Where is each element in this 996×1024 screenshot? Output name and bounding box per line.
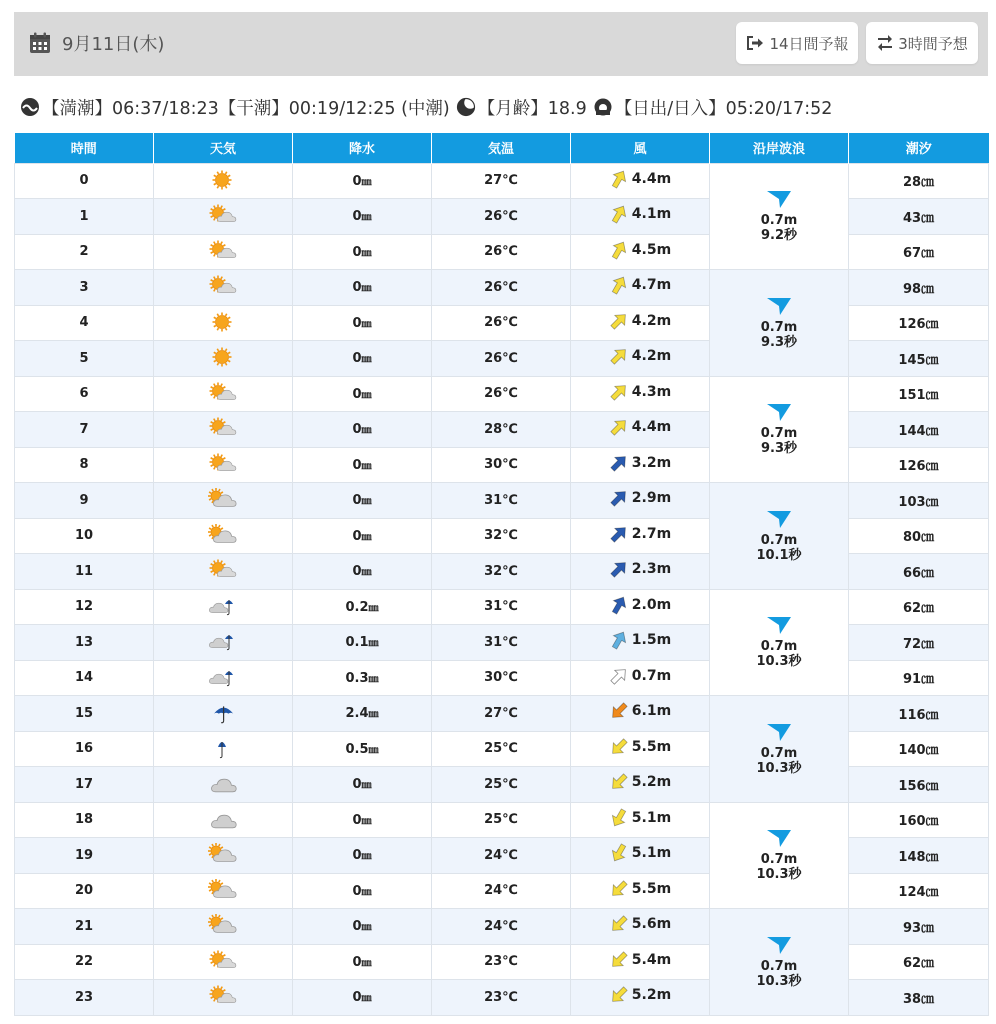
- weather-cell: [154, 163, 293, 199]
- high-tide-text: 【満潮】06:37/18:23: [42, 98, 219, 119]
- wind-cell: [571, 838, 710, 874]
- table-row: [15, 376, 989, 412]
- wind-direction-icon: [609, 346, 629, 366]
- wind-cell: [571, 625, 710, 661]
- wind-speed: 4.5m: [631, 241, 672, 258]
- wind-direction-icon: [609, 985, 629, 1005]
- hour-cell: 20: [15, 873, 154, 909]
- hour-cell: 2: [15, 234, 154, 270]
- hour-cell: 22: [15, 944, 154, 980]
- weather-cell: [154, 838, 293, 874]
- rain-cell: 0㎜: [293, 341, 432, 377]
- wind-direction-icon: [609, 701, 629, 721]
- wind-direction-icon: [609, 382, 629, 402]
- temp-cell: 30℃: [432, 660, 571, 696]
- rain-cell: 0㎜: [293, 838, 432, 874]
- wind-speed: 5.2m: [631, 774, 672, 791]
- hour-cell: 10: [15, 518, 154, 554]
- tide-cell: 116㎝: [849, 696, 989, 732]
- moon-age-text: 【月齢】18.9: [477, 98, 587, 119]
- hour-cell: 4: [15, 305, 154, 341]
- wave-height: 0.7m: [760, 852, 798, 868]
- column-header-wind: 風: [571, 133, 710, 163]
- weather-icon-sunny: [207, 311, 239, 335]
- rain-cell: 0㎜: [293, 944, 432, 980]
- date-header: [14, 12, 988, 76]
- calendar-icon: [28, 31, 52, 55]
- wave-height: 0.7m: [760, 532, 798, 548]
- sunrise-sunset-text: 【日出/日入】05:20/17:52: [614, 98, 833, 119]
- rain-cell: 0㎜: [293, 873, 432, 909]
- wind-direction-icon: [609, 950, 629, 970]
- column-header-tide: 潮汐: [849, 133, 989, 163]
- wind-direction-icon: [609, 630, 629, 650]
- tide-sun-info: [20, 94, 838, 120]
- 14-day-forecast-button[interactable]: [736, 22, 858, 64]
- temp-cell: 25℃: [432, 767, 571, 803]
- wind-speed: 2.9m: [631, 490, 672, 507]
- table-row: [15, 589, 989, 625]
- sunrise-icon: [593, 97, 613, 117]
- low-tide-text: 【干潮】00:19/12:25: [218, 98, 396, 119]
- hour-cell: 7: [15, 412, 154, 448]
- hour-cell: 0: [15, 163, 154, 199]
- weather-icon-cloudy-sunny: [207, 524, 239, 548]
- weather-cell: [154, 625, 293, 661]
- rain-cell: 0.2㎜: [293, 589, 432, 625]
- moon-icon: [456, 97, 476, 117]
- temp-cell: 23℃: [432, 980, 571, 1016]
- tide-cell: 103㎝: [849, 483, 989, 519]
- temp-cell: 27℃: [432, 163, 571, 199]
- tide-cell: 62㎝: [849, 589, 989, 625]
- hour-cell: 21: [15, 909, 154, 945]
- temp-cell: 32℃: [432, 518, 571, 554]
- weather-icon-cloudy: [207, 772, 239, 796]
- hour-cell: 5: [15, 341, 154, 377]
- wave-height: 0.7m: [760, 745, 798, 761]
- wind-direction-icon: [609, 914, 629, 934]
- wave-cell: [710, 802, 849, 909]
- weather-cell: [154, 731, 293, 767]
- wind-cell: [571, 447, 710, 483]
- table-body: [15, 163, 989, 1015]
- weather-cell: [154, 270, 293, 306]
- wind-speed: 3.2m: [631, 454, 672, 471]
- temp-cell: 31℃: [432, 625, 571, 661]
- rain-cell: 0㎜: [293, 554, 432, 590]
- hourly-forecast-table: [14, 133, 989, 1016]
- tide-cell: 62㎝: [849, 944, 989, 980]
- rain-cell: 0㎜: [293, 412, 432, 448]
- tide-cell: 28㎝: [849, 163, 989, 199]
- wind-speed: 4.4m: [631, 170, 672, 187]
- wind-cell: [571, 199, 710, 235]
- weather-cell: [154, 483, 293, 519]
- hour-cell: 3: [15, 270, 154, 306]
- wave-height: 0.7m: [760, 319, 798, 335]
- weather-cell: [154, 376, 293, 412]
- weather-cell: [154, 909, 293, 945]
- temp-cell: 28℃: [432, 412, 571, 448]
- wave-direction-icon: [766, 615, 792, 635]
- wave-direction-icon: [766, 509, 792, 529]
- wave-height: 0.7m: [760, 639, 798, 655]
- wind-cell: [571, 660, 710, 696]
- column-header-weather: 天気: [154, 133, 293, 163]
- temp-cell: 26℃: [432, 341, 571, 377]
- wave-cell: [710, 376, 849, 483]
- rain-cell: 0㎜: [293, 483, 432, 519]
- tide-type-text: (中潮): [401, 98, 450, 119]
- weather-icon-cloudy-rain: [207, 630, 239, 654]
- swap-icon: [876, 34, 894, 52]
- wind-cell: [571, 412, 710, 448]
- rain-cell: 0㎜: [293, 447, 432, 483]
- rain-cell: 0.5㎜: [293, 731, 432, 767]
- wind-speed: 1.5m: [631, 632, 672, 649]
- weather-cell: [154, 873, 293, 909]
- tide-cell: 156㎝: [849, 767, 989, 803]
- weather-cell: [154, 341, 293, 377]
- tide-cell: 91㎝: [849, 660, 989, 696]
- tide-cell: 67㎝: [849, 234, 989, 270]
- rain-cell: 0㎜: [293, 518, 432, 554]
- weather-icon-sunny-cloudy: [207, 985, 239, 1009]
- rain-cell: 0㎜: [293, 980, 432, 1016]
- weather-cell: [154, 518, 293, 554]
- tide-cell: 151㎝: [849, 376, 989, 412]
- tide-cell: 126㎝: [849, 447, 989, 483]
- weather-icon-sunny-cloudy: [207, 204, 239, 228]
- wave-period: 9.2秒: [760, 228, 798, 244]
- rain-cell: 0.1㎜: [293, 625, 432, 661]
- temp-cell: 26℃: [432, 305, 571, 341]
- temp-cell: 23℃: [432, 944, 571, 980]
- temp-cell: 24℃: [432, 873, 571, 909]
- temp-cell: 26℃: [432, 270, 571, 306]
- wind-direction-icon: [609, 595, 629, 615]
- hour-cell: 23: [15, 980, 154, 1016]
- weather-icon-sunny-cloudy: [207, 453, 239, 477]
- hour-cell: 9: [15, 483, 154, 519]
- wind-direction-icon: [609, 559, 629, 579]
- table-row: [15, 163, 989, 199]
- rain-cell: 0㎜: [293, 909, 432, 945]
- wave-period: 10.3秒: [756, 973, 802, 989]
- wind-speed: 4.2m: [631, 312, 672, 329]
- wind-speed: 2.7m: [631, 525, 672, 542]
- wind-cell: [571, 731, 710, 767]
- wind-speed: 5.6m: [631, 916, 672, 933]
- tide-cell: 160㎝: [849, 802, 989, 838]
- rain-cell: 0㎜: [293, 376, 432, 412]
- wind-speed: 4.1m: [631, 206, 672, 223]
- hour-cell: 11: [15, 554, 154, 590]
- column-header-time: 時間: [15, 133, 154, 163]
- temp-cell: 26℃: [432, 234, 571, 270]
- weather-cell: [154, 554, 293, 590]
- hour-cell: 18: [15, 802, 154, 838]
- wind-direction-icon: [609, 275, 629, 295]
- wind-cell: [571, 234, 710, 270]
- tide-cell: 148㎝: [849, 838, 989, 874]
- wind-direction-icon: [609, 666, 629, 686]
- wave-direction-icon: [766, 828, 792, 848]
- weather-cell: [154, 944, 293, 980]
- weather-cell: [154, 980, 293, 1016]
- tide-cell: 66㎝: [849, 554, 989, 590]
- temp-cell: 25℃: [432, 731, 571, 767]
- wind-cell: [571, 163, 710, 199]
- wind-cell: [571, 483, 710, 519]
- tide-cell: 80㎝: [849, 518, 989, 554]
- wave-cell: [710, 696, 849, 803]
- wave-period: 10.3秒: [756, 760, 802, 776]
- rain-cell: 0.3㎜: [293, 660, 432, 696]
- tide-cell: 38㎝: [849, 980, 989, 1016]
- weather-icon-cloudy-sunny: [207, 879, 239, 903]
- tide-cell: 93㎝: [849, 909, 989, 945]
- weather-icon-light-rain: [207, 737, 239, 761]
- rain-cell: 0㎜: [293, 163, 432, 199]
- weather-icon-sunny-cloudy: [207, 559, 239, 583]
- weather-icon-sunny: [207, 346, 239, 370]
- date-display: [28, 30, 164, 56]
- rain-cell: 2.4㎜: [293, 696, 432, 732]
- tide-cell: 43㎝: [849, 199, 989, 235]
- wave-direction-icon: [766, 296, 792, 316]
- wind-cell: [571, 376, 710, 412]
- column-header-rain: 降水: [293, 133, 432, 163]
- 3-hour-forecast-label: 3時間予想: [898, 34, 968, 53]
- weather-icon-rain: [207, 701, 239, 725]
- wind-direction-icon: [609, 488, 629, 508]
- wave-cell: [710, 163, 849, 270]
- wind-speed: 5.4m: [631, 951, 672, 968]
- temp-cell: 26℃: [432, 376, 571, 412]
- weather-icon-sunny-cloudy: [207, 950, 239, 974]
- wind-direction-icon: [609, 169, 629, 189]
- rain-cell: 0㎜: [293, 305, 432, 341]
- rain-cell: 0㎜: [293, 270, 432, 306]
- temp-cell: 30℃: [432, 447, 571, 483]
- wind-cell: [571, 554, 710, 590]
- wind-direction-icon: [609, 737, 629, 757]
- wind-cell: [571, 518, 710, 554]
- temp-cell: 31℃: [432, 483, 571, 519]
- wind-speed: 5.5m: [631, 880, 672, 897]
- rain-cell: 0㎜: [293, 767, 432, 803]
- wave-direction-icon: [766, 189, 792, 209]
- wind-direction-icon: [609, 808, 629, 828]
- wind-speed: 6.1m: [631, 703, 672, 720]
- wave-cell: [710, 270, 849, 377]
- hour-cell: 14: [15, 660, 154, 696]
- weather-icon-cloudy-rain: [207, 666, 239, 690]
- wave-direction-icon: [766, 722, 792, 742]
- weather-icon-sunny: [207, 169, 239, 193]
- wind-direction-icon: [609, 240, 629, 260]
- wind-speed: 0.7m: [631, 667, 672, 684]
- weather-icon-cloudy-sunny: [207, 488, 239, 512]
- hour-cell: 13: [15, 625, 154, 661]
- rain-cell: 0㎜: [293, 199, 432, 235]
- hour-cell: 6: [15, 376, 154, 412]
- wind-speed: 4.4m: [631, 419, 672, 436]
- wind-direction-icon: [609, 453, 629, 473]
- weather-cell: [154, 305, 293, 341]
- tide-cell: 126㎝: [849, 305, 989, 341]
- wind-direction-icon: [609, 311, 629, 331]
- table-row: [15, 696, 989, 732]
- weather-cell: [154, 412, 293, 448]
- wave-period: 10.1秒: [756, 547, 802, 563]
- wind-speed: 4.7m: [631, 277, 672, 294]
- weather-icon-sunny-cloudy: [207, 275, 239, 299]
- temp-cell: 32℃: [432, 554, 571, 590]
- wind-cell: [571, 270, 710, 306]
- wind-direction-icon: [609, 772, 629, 792]
- wind-speed: 4.3m: [631, 383, 672, 400]
- weather-cell: [154, 696, 293, 732]
- table-row: [15, 270, 989, 306]
- weather-icon-cloudy: [207, 808, 239, 832]
- wave-height: 0.7m: [760, 426, 798, 442]
- weather-cell: [154, 447, 293, 483]
- temp-cell: 26℃: [432, 199, 571, 235]
- tide-cell: 144㎝: [849, 412, 989, 448]
- weather-icon-sunny-cloudy: [207, 417, 239, 441]
- wind-cell: [571, 802, 710, 838]
- weather-icon-cloudy-sunny: [207, 843, 239, 867]
- tide-icon: [20, 97, 40, 117]
- wave-height: 0.7m: [760, 213, 798, 229]
- 3-hour-forecast-button[interactable]: [866, 22, 978, 64]
- hour-cell: 1: [15, 199, 154, 235]
- wave-cell: [710, 589, 849, 696]
- hour-cell: 15: [15, 696, 154, 732]
- temp-cell: 24℃: [432, 838, 571, 874]
- tide-cell: 98㎝: [849, 270, 989, 306]
- hour-cell: 16: [15, 731, 154, 767]
- weather-icon-sunny-cloudy: [207, 240, 239, 264]
- wave-cell: [710, 483, 849, 590]
- wind-direction-icon: [609, 204, 629, 224]
- wave-height: 0.7m: [760, 958, 798, 974]
- wind-cell: [571, 944, 710, 980]
- tide-cell: 145㎝: [849, 341, 989, 377]
- temp-cell: 25℃: [432, 802, 571, 838]
- sign-out-icon: [745, 34, 765, 52]
- temp-cell: 24℃: [432, 909, 571, 945]
- table-row: [15, 483, 989, 519]
- temp-cell: 31℃: [432, 589, 571, 625]
- table-header-row: [15, 133, 989, 163]
- wind-direction-icon: [609, 524, 629, 544]
- wind-cell: [571, 767, 710, 803]
- table-row: [15, 909, 989, 945]
- rain-cell: 0㎜: [293, 234, 432, 270]
- hour-cell: 8: [15, 447, 154, 483]
- hour-cell: 17: [15, 767, 154, 803]
- wind-speed: 2.0m: [631, 596, 672, 613]
- weather-cell: [154, 234, 293, 270]
- rain-cell: 0㎜: [293, 802, 432, 838]
- weather-cell: [154, 589, 293, 625]
- hour-cell: 12: [15, 589, 154, 625]
- wind-speed: 5.1m: [631, 809, 672, 826]
- weather-cell: [154, 802, 293, 838]
- tide-cell: 124㎝: [849, 873, 989, 909]
- tide-cell: 72㎝: [849, 625, 989, 661]
- wave-period: 9.3秒: [760, 334, 798, 350]
- wind-direction-icon: [609, 879, 629, 899]
- wind-direction-icon: [609, 843, 629, 863]
- wave-direction-icon: [766, 935, 792, 955]
- wind-cell: [571, 341, 710, 377]
- temp-cell: 27℃: [432, 696, 571, 732]
- table-row: [15, 802, 989, 838]
- wind-cell: [571, 909, 710, 945]
- weather-icon-cloudy-rain: [207, 595, 239, 619]
- wind-cell: [571, 696, 710, 732]
- wind-cell: [571, 980, 710, 1016]
- wind-direction-icon: [609, 417, 629, 437]
- wind-speed: 5.2m: [631, 987, 672, 1004]
- wind-speed: 5.1m: [631, 845, 672, 862]
- wind-speed: 5.5m: [631, 738, 672, 755]
- wave-cell: [710, 909, 849, 1016]
- wind-cell: [571, 589, 710, 625]
- tide-cell: 140㎝: [849, 731, 989, 767]
- column-header-temp: 気温: [432, 133, 571, 163]
- hour-cell: 19: [15, 838, 154, 874]
- wave-period: 9.3秒: [760, 441, 798, 457]
- column-header-wave: 沿岸波浪: [710, 133, 849, 163]
- weather-cell: [154, 767, 293, 803]
- wave-period: 10.3秒: [756, 867, 802, 883]
- wind-cell: [571, 305, 710, 341]
- 14-day-forecast-label: 14日間予報: [769, 34, 849, 53]
- weather-icon-cloudy-sunny: [207, 914, 239, 938]
- weather-cell: [154, 660, 293, 696]
- weather-icon-sunny-cloudy: [207, 382, 239, 406]
- wind-speed: 4.2m: [631, 348, 672, 365]
- wave-direction-icon: [766, 402, 792, 422]
- weather-cell: [154, 199, 293, 235]
- date-text: 9月11日(木): [62, 34, 165, 55]
- wind-speed: 2.3m: [631, 561, 672, 578]
- wind-cell: [571, 873, 710, 909]
- wave-period: 10.3秒: [756, 654, 802, 670]
